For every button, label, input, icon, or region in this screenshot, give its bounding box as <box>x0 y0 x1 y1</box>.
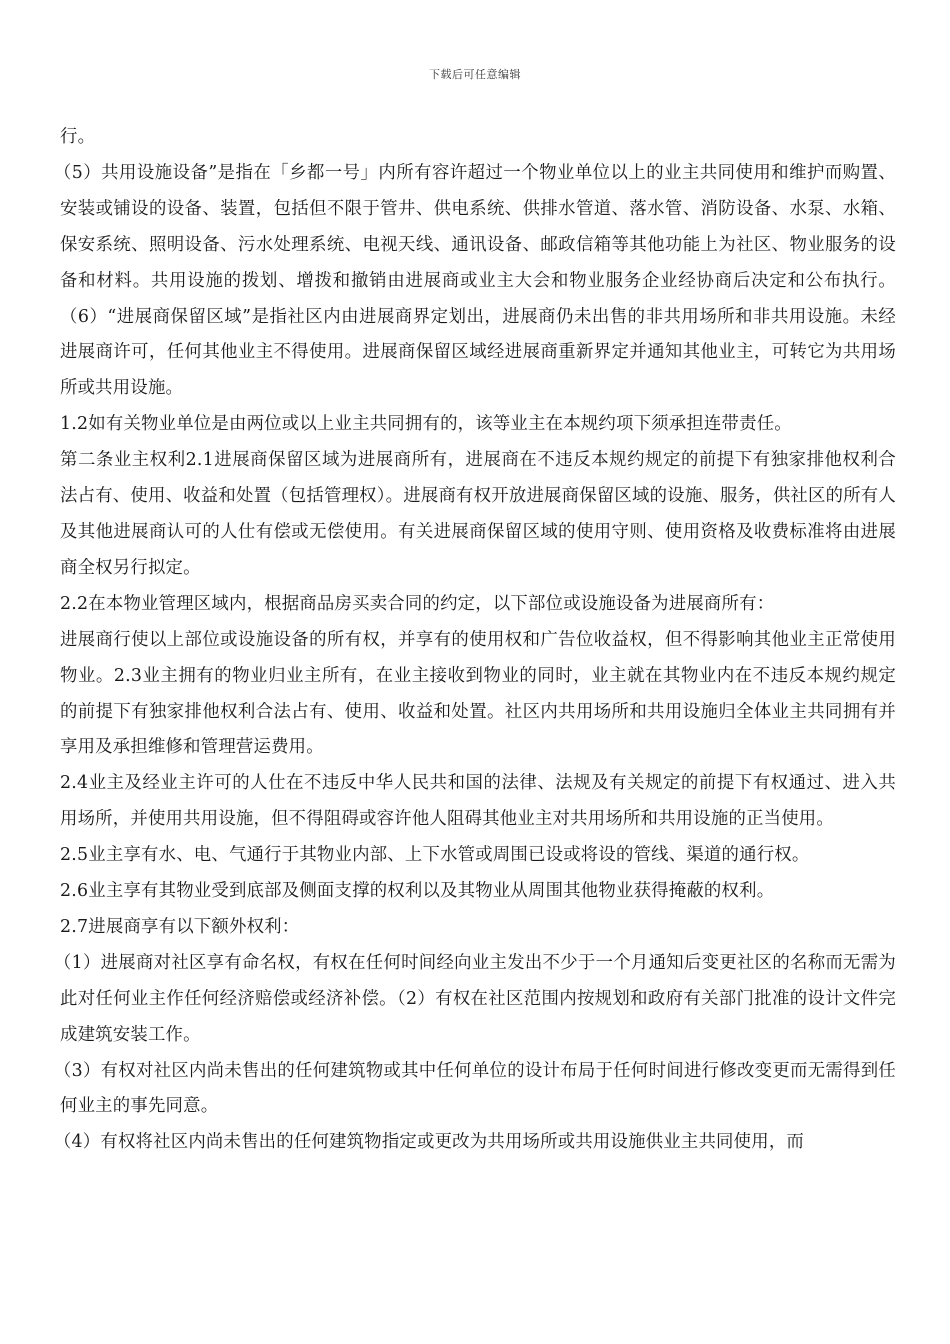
paragraph: 2.4业主及经业主许可的人仕在不违反中华人民共和国的法律、法规及有关规定的前提下有权通过、进入共用场所，并使用共用设施，但不得阻碍或容许他人阻碍其他业主对共用场所和共用设施的正当使用。 <box>60 773 896 830</box>
paragraph: 2.7进展商享有以下额外权利： <box>60 916 300 937</box>
paragraph: （3）有权对社区内尚未售出的任何建筑物或其中任何单位的设计布局于任何时间进行修改变更而无需得到任何业主的事先同意。 <box>53 1060 896 1117</box>
paragraph: 第二条业主权利2.1进展商保留区域为进展商所有，进展商在不违反本规约规定的前提下有独家排他权利合法占有、使用、收益和处置（包括管理权）。进展商有权开放进展商保留区域的设施、服务，供社区的所有人及其他进展商认可的人仕有偿或无偿使用。有关进展商保留区域的使用守则、使用资格及收费标准将由进展商全权另行拟定。 <box>60 450 896 578</box>
paragraph: （4）有权将社区内尚未售出的任何建筑物指定或更改为共用场所或共用设施供业主共同使用，而 <box>53 1132 804 1153</box>
paragraph: 2.6业主享有其物业受到底部及侧面支撑的权利以及其物业从周围其他物业获得掩蔽的权利。 <box>60 881 775 902</box>
paragraph: 进展商行使以上部位或设施设备的所有权，并享有的使用权和广告位收益权，但不得影响其他业主正常使用物业。2.3业主拥有的物业归业主所有，在业主接收到物业的同时，业主就在其物业内在不违反本规约规定的前提下有独家排他权利合法占有、使用、收益和处置。社区内共用场所和共用设施归全体业主共同拥有并享用及承担维修和管理营运费用。 <box>60 629 896 758</box>
paragraph: 2.5业主享有水、电、气通行于其物业内部、上下水管或周围已设或将设的管线、渠道的通行权。 <box>60 845 810 866</box>
page-header: 下载后可任意编辑 <box>429 68 521 81</box>
paragraph: 行。 <box>60 127 96 147</box>
paragraph: 2.2在本物业管理区域内，根据商品房买卖合同的约定，以下部位或设施设备为进展商所有： <box>60 593 775 614</box>
document-body <box>53 120 896 1161</box>
paragraph: （1）进展商对社区享有命名权，有权在任何时间经向业主发出不少于一个月通知后变更社区的名称而无需为此对任何业主作任何经济赔偿或经济补偿。（2）有权在社区范围内按规划和政府有关部门批准的设计文件完成建筑安装工作。 <box>53 952 896 1045</box>
paragraph: （5）共用设施设备”是指在「乡都一号」内所有容许超过一个物业单位以上的业主共同使用和维护而购置、安装或铺设的设备、装置，包括但不限于管井、供电系统、供排水管道、落水管、消防设备、水泵、水箱、保安系统、照明设备、污水处理系统、电视天线、通讯设备、邮政信箱等其他功能上为社区、物业服务的设备和材料。共用设施的拨划、增拨和撤销由进展商或业主大会和物业服务企业经协商后决定和公布执行。（6）“进展商保留区域”是指社区内由进展商界定划出，进展商仍未出售的非共用场所和非共用设施。未经进展商许可，任何其他业主不得使用。进展商保留区域经进展商重新界定并通知其他业主，可转它为共用场所或共用设施。 <box>53 162 896 399</box>
paragraph: 1.2如有关物业单位是由两位或以上业主共同拥有的，该等业主在本规约项下须承担连带责任。 <box>60 414 792 435</box>
